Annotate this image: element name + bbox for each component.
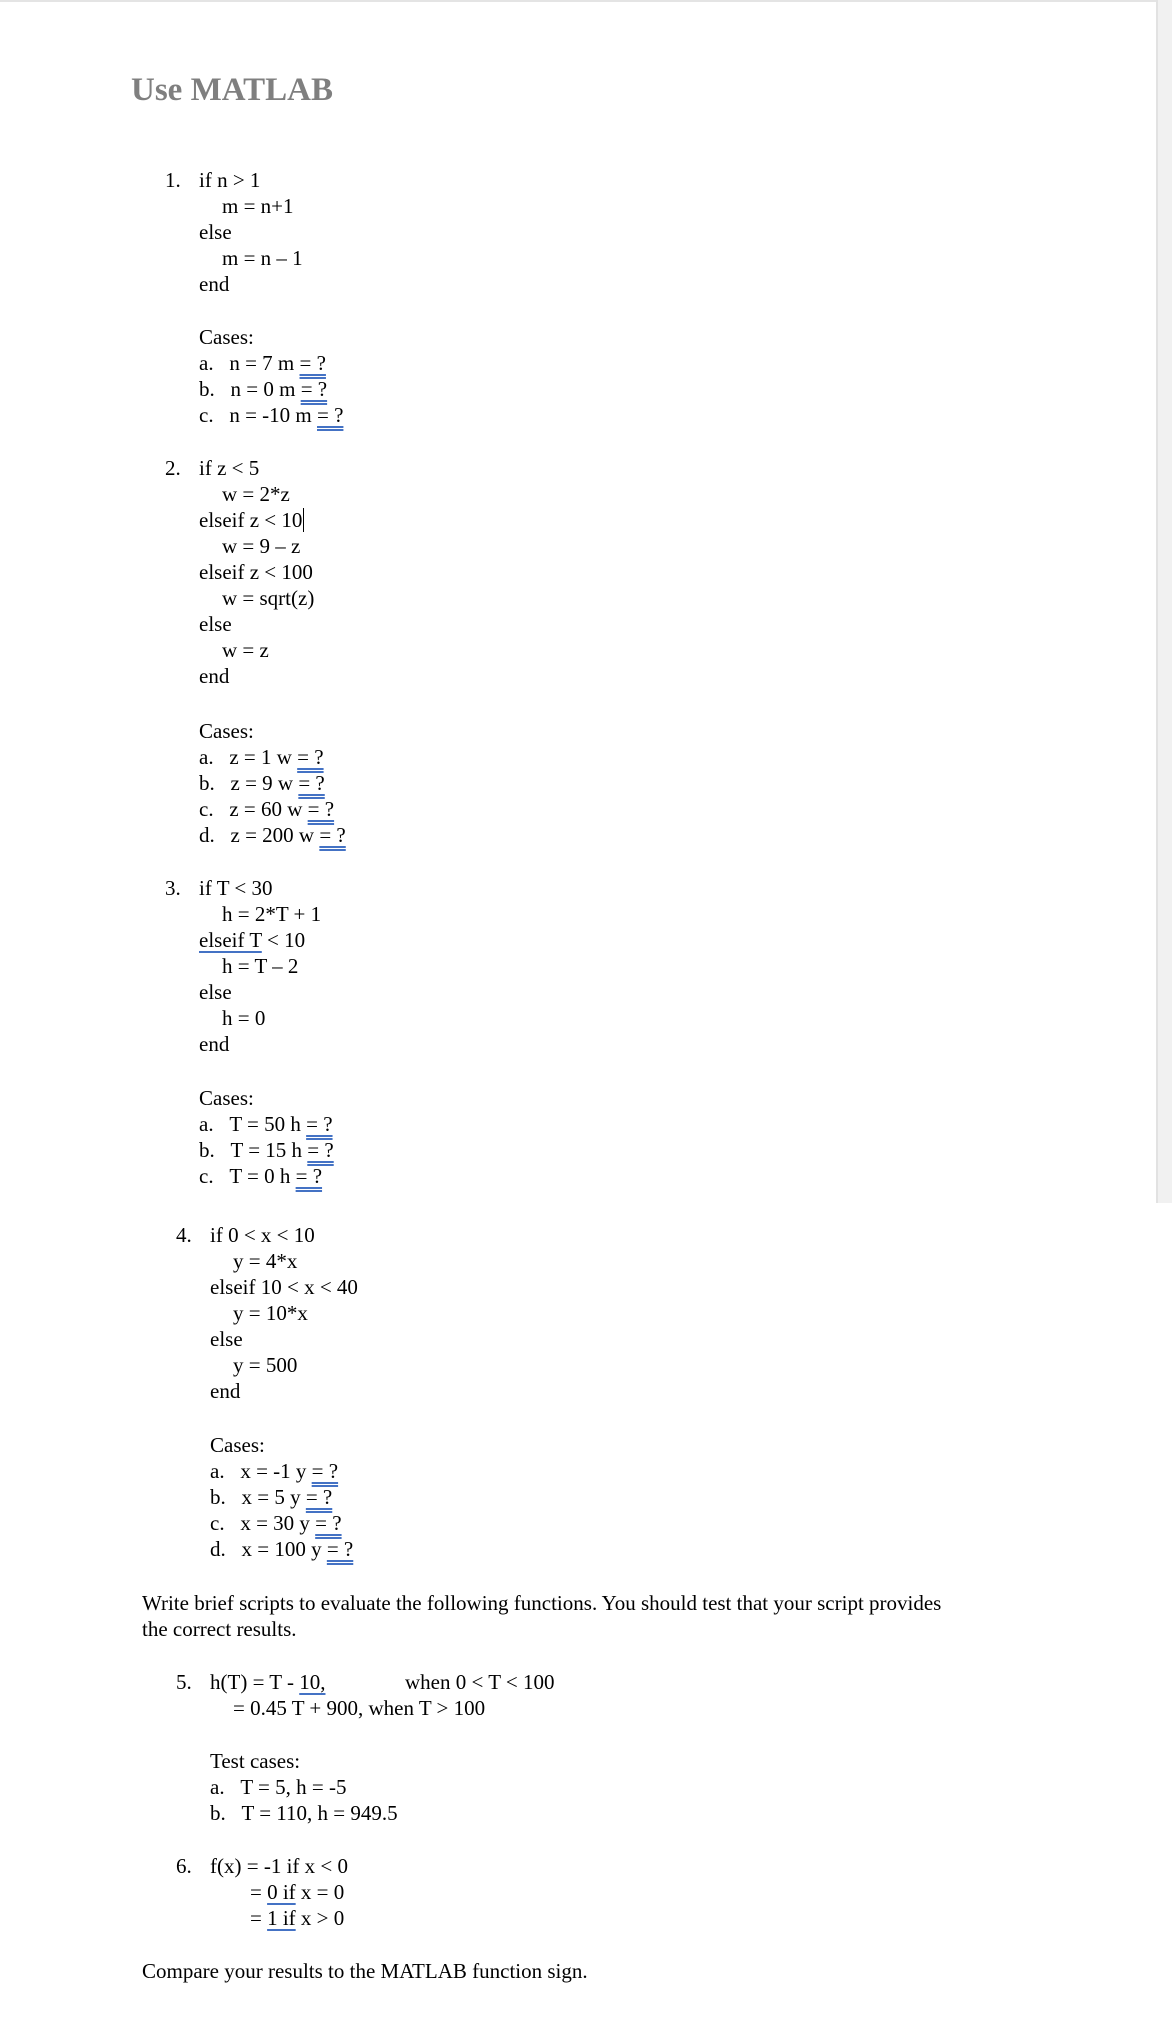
q4-line-end: end: [210, 1379, 241, 1403]
scrollbar-thumb[interactable]: [1156, 0, 1172, 1203]
q2-cases-label: Cases:: [199, 719, 254, 743]
q4-line-elseif: elseif 10 < x < 40: [210, 1275, 358, 1299]
q6-line-2: = 0 if x = 0: [250, 1880, 345, 1904]
q2-line-elseif-2: elseif z < 100: [199, 560, 313, 584]
q4-case-a: a. x = -1 y = ?: [210, 1459, 339, 1483]
text-cursor: [303, 508, 304, 532]
q1-case-a: a. n = 7 m = ?: [199, 351, 326, 375]
q2-number: 2.: [165, 456, 181, 480]
q1-line-else: else: [199, 220, 232, 244]
q2-case-d: d. z = 200 w = ?: [199, 823, 346, 847]
q2-line-assign-2: w = 9 – z: [222, 534, 301, 558]
instructions-line-1: Write brief scripts to evaluate the following functions. You should test that your script provides: [142, 1591, 942, 1615]
q6-line-3: = 1 if x > 0: [250, 1906, 345, 1930]
q4-line-else: else: [210, 1327, 243, 1351]
q6-line-1: f(x) = -1 if x < 0: [210, 1854, 348, 1878]
q3-line-end: end: [199, 1032, 230, 1056]
q2-case-a: a. z = 1 w = ?: [199, 745, 324, 769]
q2-line-elseif-1[interactable]: elseif z < 10: [199, 508, 303, 532]
q2-line-else: else: [199, 612, 232, 636]
q3-number: 3.: [165, 876, 181, 900]
instructions-line-2: the correct results.: [142, 1617, 297, 1641]
q2-line-if: if z < 5: [199, 456, 260, 480]
q4-line-assign-1: y = 4*x: [233, 1249, 298, 1273]
q4-number: 4.: [176, 1223, 192, 1247]
q5-cases-label: Test cases:: [210, 1749, 301, 1773]
q1-case-b: b. n = 0 m = ?: [199, 377, 328, 401]
q3-line-assign-1: h = 2*T + 1: [222, 902, 322, 926]
q3-line-else: else: [199, 980, 232, 1004]
q5-line-1: h(T) = T - 10,: [210, 1670, 326, 1694]
q1-line-end: end: [199, 272, 230, 296]
q2-case-b: b. z = 9 w = ?: [199, 771, 325, 795]
q3-line-if: if T < 30: [199, 876, 273, 900]
q5-line-1-condition: when 0 < T < 100: [405, 1670, 555, 1694]
q2-line-end: end: [199, 664, 230, 688]
q3-line-assign-2: h = T – 2: [222, 954, 299, 978]
q2-line-assign-1: w = 2*z: [222, 482, 290, 506]
closing-line: Compare your results to the MATLAB function sign.: [142, 1959, 588, 1983]
q5-case-a: a. T = 5, h = -5: [210, 1775, 347, 1799]
q2-line-assign-3: w = sqrt(z): [222, 586, 315, 610]
q4-case-b: b. x = 5 y = ?: [210, 1485, 333, 1509]
q4-line-assign-2: y = 10*x: [233, 1301, 308, 1325]
q6-number: 6.: [176, 1854, 192, 1878]
q4-line-assign-3: y = 500: [233, 1353, 298, 1377]
q2-case-c: c. z = 60 w = ?: [199, 797, 335, 821]
q4-line-if: if 0 < x < 10: [210, 1223, 315, 1247]
q3-cases-label: Cases:: [199, 1086, 254, 1110]
q3-case-a: a. T = 50 h = ?: [199, 1112, 333, 1136]
q4-case-c: c. x = 30 y = ?: [210, 1511, 342, 1535]
q1-case-c: c. n = -10 m = ?: [199, 403, 344, 427]
q1-number: 1.: [165, 168, 181, 192]
q1-cases-label: Cases:: [199, 325, 254, 349]
q3-line-elseif: elseif T < 10: [199, 928, 306, 952]
q5-number: 5.: [176, 1670, 192, 1694]
q5-case-b: b. T = 110, h = 949.5: [210, 1801, 398, 1825]
q5-line-2: = 0.45 T + 900, when T > 100: [233, 1696, 486, 1720]
q1-line-assign-1: m = n+1: [222, 194, 294, 218]
q3-line-assign-3: h = 0: [222, 1006, 266, 1030]
q1-line-assign-2: m = n – 1: [222, 246, 303, 270]
q4-case-d: d. x = 100 y = ?: [210, 1537, 354, 1561]
document-title: Use MATLAB: [131, 72, 333, 108]
q2-line-assign-4: w = z: [222, 638, 269, 662]
q3-case-c: c. T = 0 h = ?: [199, 1164, 323, 1188]
q1-line-if: if n > 1: [199, 168, 261, 192]
q4-cases-label: Cases:: [210, 1433, 265, 1457]
q3-case-b: b. T = 15 h = ?: [199, 1138, 334, 1162]
